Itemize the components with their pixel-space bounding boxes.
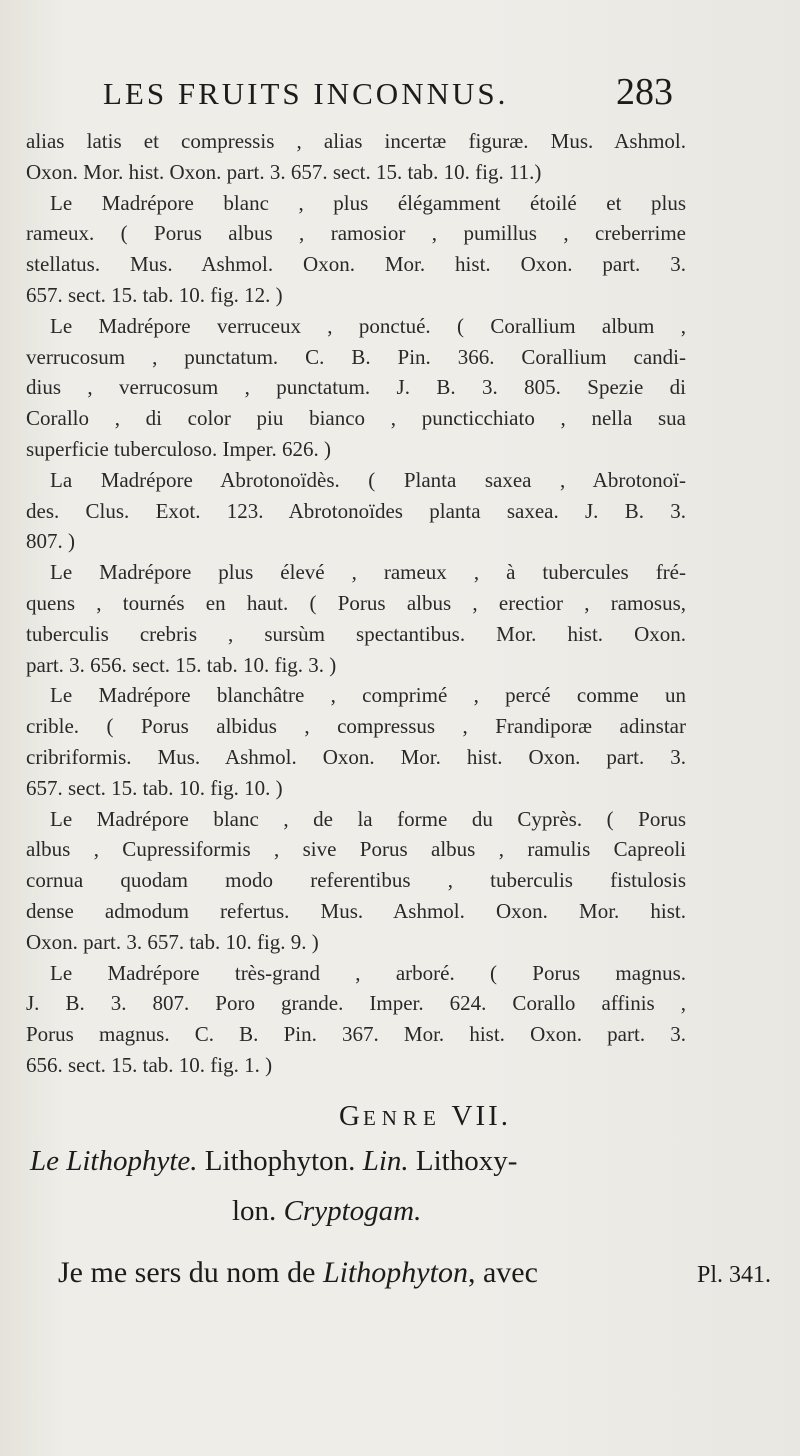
body-line: tuberculis crebris , sursùm spectantibus. Mor. hist. Oxon. [26, 621, 686, 646]
lithophyte-cryptogam: Cryptogam. [283, 1195, 422, 1227]
body-line: Le Madrépore blanc , de la forme du Cyprès. ( Porus [50, 806, 686, 831]
body-line: rameux. ( Porus albus , ramosior , pumillus , creberrime [26, 221, 686, 246]
body-line: crible. ( Porus albidus , compressus , Frandiporæ adinstar [26, 714, 686, 739]
body-line: Le Madrépore très-grand , arboré. ( Porus magnus. [50, 960, 686, 985]
final-line-end: , avec [467, 1256, 538, 1289]
body-line: Oxon. part. 3. 657. tab. 10. fig. 9. ) [26, 929, 319, 954]
genre-heading [0, 1100, 800, 1133]
running-head [0, 66, 800, 126]
body-line: La Madrépore Abrotonoïdès. ( Planta saxea , Abrotonoï- [50, 467, 686, 492]
final-line-start: Je me sers du nom de [58, 1256, 323, 1289]
body-line: Oxon. Mor. hist. Oxon. part. 3. 657. sect. 15. tab. 10. fig. 11.) [26, 159, 542, 184]
body-line: 656. sect. 15. tab. 10. fig. 1. ) [26, 1052, 273, 1077]
body-line: quens , tournés en haut. ( Porus albus , erectior , ramosus, [26, 590, 686, 615]
body-line: 807. ) [26, 529, 75, 554]
body-line: J. B. 3. 807. Poro grande. Imper. 624. Corallo affinis , [26, 991, 686, 1016]
body-line: Le Madrépore blanc , plus élégamment étoilé et plus [50, 190, 686, 215]
running-head-title: LES FRUITS INCONNUS. [103, 76, 509, 111]
body-line: part. 3. 656. sect. 15. tab. 10. fig. 3. ) [26, 652, 337, 677]
final-line-italic: Lithophyton [322, 1256, 468, 1289]
genre-heading-word: ENRE [362, 1106, 442, 1130]
body-line: Le Madrépore verruceux , ponctué. ( Corallium album , [50, 313, 686, 338]
body-line: Le Madrépore blanchâtre , comprimé , percé comme un [50, 683, 686, 708]
body-text [26, 126, 686, 1081]
body-line: verrucosum , punctatum. C. B. Pin. 366. Corallium candi- [26, 344, 686, 369]
body-line: alias latis et compressis , alias incertæ figuræ. Mus. Ashmol. [26, 129, 686, 153]
lithophyte-lin-ref: Lin. [362, 1145, 409, 1177]
body-line: 657. sect. 15. tab. 10. fig. 10. ) [26, 775, 283, 800]
page-number: 283 [616, 71, 673, 113]
body-line: Le Madrépore plus élevé , rameux , à tubercules fré- [50, 560, 686, 585]
body-line: albus , Cupressiformis , sive Porus albus , ramulis Capreoli [26, 837, 686, 862]
body-line: dius , verrucosum , punctatum. J. B. 3. 805. Spezie di [26, 375, 686, 400]
plate-reference: Pl. 341. [697, 1262, 772, 1288]
body-line: Corallo , di color piu bianco , puncticchiato , nella sua [26, 406, 686, 431]
body-line: superficie tuberculoso. Imper. 626. ) [26, 436, 331, 461]
body-line: Porus magnus. C. B. Pin. 367. Mor. hist. Oxon. part. 3. [26, 1022, 686, 1047]
lithophyte-french-name: Le Lithophyte. [30, 1145, 198, 1177]
body-line: cribriformis. Mus. Ashmol. Oxon. Mor. hist. Oxon. part. 3. [26, 744, 686, 769]
lithophyte-latin-name: Lithophyton. [197, 1145, 363, 1177]
lithophyte-heading-line-2 [232, 1195, 421, 1228]
lithophyte-synonym-end: lon. [232, 1195, 284, 1227]
body-line: des. Clus. Exot. 123. Abrotonoïdes planta saxea. J. B. 3. [26, 498, 686, 523]
genre-heading-initial: G [338, 1100, 363, 1132]
body-line: dense admodum refertus. Mus. Ashmol. Oxon. Mor. hist. [26, 898, 686, 923]
genre-heading-numeral: VII. [451, 1100, 512, 1132]
lithophyte-synonym: Lithoxy- [408, 1145, 518, 1177]
body-line: stellatus. Mus. Ashmol. Oxon. Mor. hist. Oxon. part. 3. [26, 252, 686, 277]
body-line: 657. sect. 15. tab. 10. fig. 12. ) [26, 282, 283, 307]
final-line [58, 1256, 538, 1290]
body-line: cornua quodam modo referentibus , tuberculis fistulosis [26, 868, 686, 893]
lithophyte-heading-line-1 [30, 1145, 517, 1178]
